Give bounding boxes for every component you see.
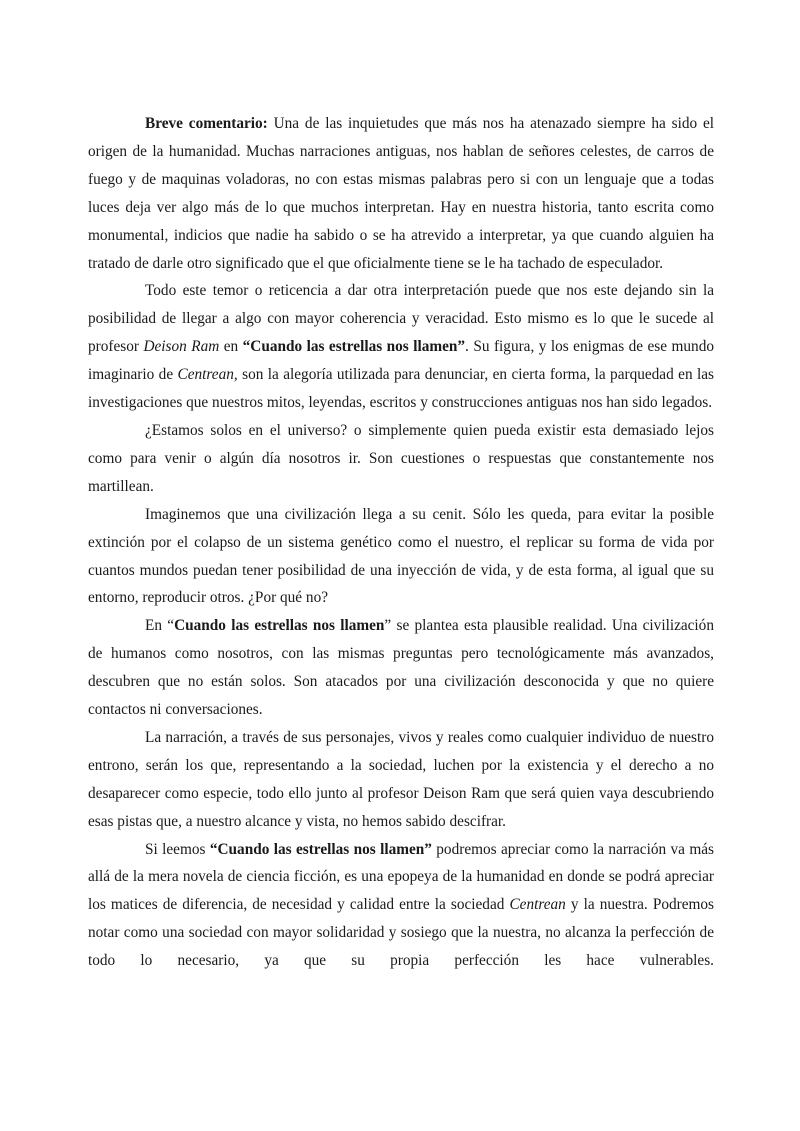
text-run: Una de las inquietudes que más nos ha atenazado siempre ha sido el origen de la humanidad. Muchas narraciones antiguas, nos hablan de señores celestes, de carros de fuego y de maquinas voladoras, no con estas mismas palabras pero si con un lenguaje que a todas luces deja ver algo más de lo que muchos interpretan. Hay en nuestra historia, tanto escrita como monumental, indicios que nadie ha sabido o se ha atrevido a interpretar, ya que cuando alguien ha tratado de darle otro significado que el que oficialmente tiene se le ha tachado de especulador. [88,115,714,272]
paragraph-temor [88,277,714,417]
paragraph-breve-comentario [88,110,714,277]
book-title: Cuando las estrellas nos llamen [174,617,385,635]
text-run: Todo este temor o reticencia a dar otra interpretación puede que nos este dejando sin la posibilidad de llegar a algo con mayor coherencia y veracidad. Esto mismo es lo que le sucede al profesor [88,282,714,356]
text-run: podremos apreciar como la narración va más allá de la mera novela de ciencia ficción, es una epopeya de la humanidad en donde se podrá apreciar los matices de diferencia, de necesidad y calidad entre la sociedad [88,840,714,914]
breve-comentario-heading: Breve comentario: [145,115,268,132]
document-body [88,110,714,975]
book-title: “Cuando las estrellas nos llamen” [209,840,432,858]
paragraph-si-leemos [88,836,714,976]
emphasis-centrean: Centrean [509,896,566,914]
text-run: en [219,338,243,356]
paragraph-imaginemos [88,501,714,613]
text-run: son la alegoría utilizada para denunciar, en cierta forma, la parquedad en las investigaciones que nuestros mitos, leyendas, escritos y construcciones antiguas nos han sido legados. [88,366,714,412]
book-title: “Cuando las estrellas nos llamen” [242,338,466,356]
paragraph-plausible-realidad [88,612,714,724]
emphasis-centrean: Centrean, [177,366,238,384]
text-run: En “ [145,617,175,635]
text-run: ” se plantea esta plausible realidad. Una civilización de humanos como nosotros, con las mismas preguntas pero tecnológicamente más avanzados, descubren que no están solos. Son atacados por una civilización desconocida y que no quiere contactos ni conversaciones. [88,617,714,719]
paragraph-estamos-solos [88,417,714,501]
text-run: Si leemos [145,840,210,858]
text-run: . Su figura, y los enigmas de ese mundo imaginario de [88,338,714,384]
text-run: Imaginemos que una civilización llega a su cenit. Sólo les queda, para evitar la posible extinción por el colapso de un sistema genético como el nuestro, el replicar su forma de vida por cuantos mundos puedan tener posibilidad de una inyección de vida, y de esta forma, al igual que su entorno, reproducir otros. ¿Por qué no? [88,505,714,607]
text-run: La narración, a través de sus personajes, vivos y reales como cualquier individuo de nuestro entrono, serán los que, representando a la sociedad, luchen por la existencia y el derecho a no desaparecer como especie, todo ello junto al profesor Deison Ram que será quien vaya descubriendo esas pistas que, a nuestro alcance y vista, no hemos sabido descifrar. [88,728,714,830]
text-run: ¿Estamos solos en el universo? o simplemente quien pueda existir esta demasiado lejos como para venir o algún día nosotros ir. Son cuestiones o respuestas que constantemente nos martillean. [88,421,714,495]
emphasis-deison-ram: Deison Ram [143,338,220,356]
paragraph-la-narracion [88,724,714,836]
text-run: y la nuestra. Podremos notar como una sociedad con mayor solidaridad y sosiego que la nuestra, no alcanza la perfección de todo lo necesario, ya que su propia perfección les hace vulnerables. [88,896,715,970]
